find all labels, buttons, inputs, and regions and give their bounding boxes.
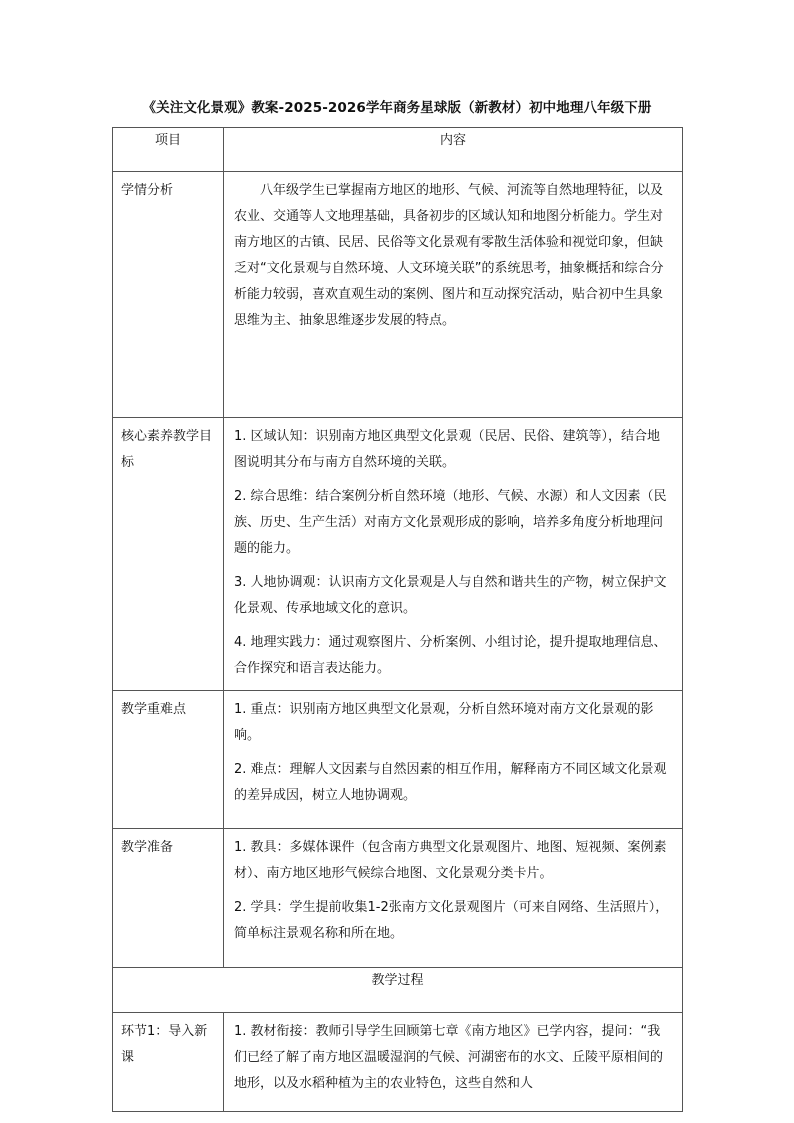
table-row [113, 418, 683, 691]
row-label-key-difficulties: 教学重难点 [113, 691, 224, 829]
row-label-student-analysis: 学情分析 [113, 172, 224, 418]
table-row [113, 1013, 683, 1112]
paragraph: 1. 区域认知：识别南方地区典型文化景观（民居、民俗、建筑等），结合地图说明其分布与南方自然环境的关联。 [234, 429, 661, 470]
row-content-preparation [224, 829, 683, 968]
row-content-student-analysis [224, 172, 683, 418]
row-content-key-difficulties [224, 691, 683, 829]
paragraph: 1. 重点：识别南方地区典型文化景观，分析自然环境对南方文化景观的影响。 [234, 702, 654, 743]
section-title-teaching-process: 教学过程 [113, 968, 683, 1013]
paragraph: 3. 人地协调观：认识南方文化景观是人与自然和谐共生的产物，树立保护文化景观、传承地域文化的意识。 [234, 575, 667, 616]
column-header-content: 内容 [224, 128, 683, 172]
paragraph: 4. 地理实践力：通过观察图片、分析案例、小组讨论，提升提取地理信息、合作探究和语言表达能力。 [234, 635, 667, 676]
paragraph: 1. 教具：多媒体课件（包含南方典型文化景观图片、地图、短视频、案例素材）、南方地区地形气候综合地图、文化景观分类卡片。 [234, 840, 667, 881]
paragraph: 1. 教材衔接：教师引导学生回顾第七章《南方地区》已学内容，提问：“我们已经了解了南方地区温暖湿润的气候、河湖密布的水文、丘陵平原相间的地形，以及水稻种植为主的农业特色，这些自然和人 [234, 1024, 664, 1091]
table-row [113, 172, 683, 418]
document-title: 《关注文化景观》教案-2025-2026学年商务星球版（新教材）初中地理八年级下册 [142, 100, 652, 116]
row-content-step-1 [224, 1013, 683, 1112]
table-row [113, 829, 683, 968]
row-label-core-goals: 核心素养教学目标 [113, 418, 224, 691]
lesson-plan-table [112, 127, 683, 1112]
table-header-row [113, 128, 683, 172]
section-header-row [113, 968, 683, 1013]
row-label-step-1: 环节1：导入新课 [113, 1013, 224, 1112]
paragraph: 八年级学生已掌握南方地区的地形、气候、河流等自然地理特征，以及农业、交通等人文地理基础，具备初步的区域认知和地图分析能力。学生对南方地区的古镇、民居、民俗等文化景观有零散生活体验和视觉印象，但缺乏对“文化景观与自然环境、人文环境关联”的系统思考，抽象概括和综合分析能力较弱，喜欢直观生动的案例、图片和互动探究活动，贴合初中生具象思维为主、抽象思维逐步发展的特点。 [234, 183, 664, 328]
column-header-item: 项目 [113, 128, 224, 172]
paragraph: 2. 难点：理解人文因素与自然因素的相互作用，解释南方不同区域文化景观的差异成因，树立人地协调观。 [234, 762, 667, 803]
table-row [113, 691, 683, 829]
row-label-preparation: 教学准备 [113, 829, 224, 968]
paragraph: 2. 综合思维：结合案例分析自然环境（地形、气候、水源）和人文因素（民族、历史、生产生活）对南方文化景观形成的影响，培养多角度分析地理问题的能力。 [234, 489, 667, 556]
paragraph: 2. 学具：学生提前收集1-2张南方文化景观图片（可来自网络、生活照片），简单标注景观名称和所在地。 [234, 900, 669, 941]
row-content-core-goals [224, 418, 683, 691]
